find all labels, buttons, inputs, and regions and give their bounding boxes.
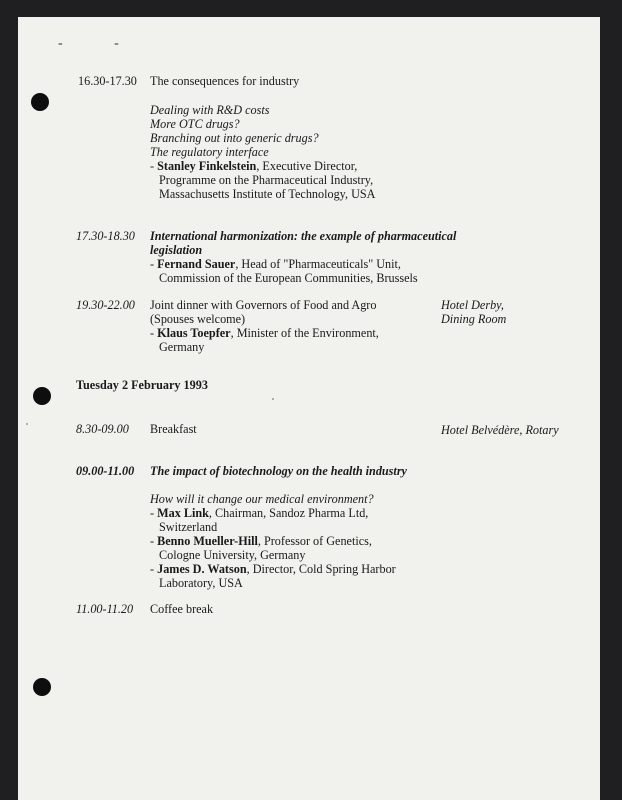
document-page xyxy=(18,17,600,800)
biotech-speaker-1 xyxy=(150,506,368,520)
coffee-title: Coffee break xyxy=(150,602,214,616)
speaker-name: Benno Mueller-Hill xyxy=(157,534,258,548)
session-3-venue-line2: Dining Room xyxy=(441,312,507,326)
speaker-dash: - xyxy=(150,326,155,340)
speaker-dash: - xyxy=(150,562,155,576)
breakfast-time: 8.30-09.00 xyxy=(76,422,129,436)
session-3-speaker xyxy=(150,326,379,340)
speck xyxy=(26,423,28,425)
session-1-title: The consequences for industry xyxy=(150,74,300,88)
speaker-dash: - xyxy=(150,534,155,548)
speaker-dash: - xyxy=(150,159,155,173)
speaker-dash: - xyxy=(150,257,155,271)
biotech-time: 09.00-11.00 xyxy=(76,464,135,478)
punch-hole-bottom xyxy=(33,678,51,696)
session-2-speaker xyxy=(150,257,401,271)
speaker-role: , Professor of Genetics, xyxy=(257,534,372,548)
speck xyxy=(272,398,274,400)
session-1-topic: The regulatory interface xyxy=(150,145,269,159)
speaker-name: Stanley Finkelstein xyxy=(157,159,257,173)
coffee-time: 11.00-11.20 xyxy=(76,602,134,616)
session-2-title-line2: legislation xyxy=(150,243,203,257)
session-2-speaker-line2: Commission of the European Communities, Brussels xyxy=(159,271,418,285)
breakfast-venue: Hotel Belvédère, Rotary xyxy=(441,423,559,437)
speaker-role: , Director, Cold Spring Harbor xyxy=(246,562,396,576)
session-2-time: 17.30-18.30 xyxy=(76,229,135,243)
speaker-role: , Head of "Pharmaceuticals" Unit, xyxy=(235,257,401,271)
breakfast-title: Breakfast xyxy=(150,422,197,436)
speaker-role: , Executive Director, xyxy=(256,159,358,173)
session-1-speaker xyxy=(150,159,357,173)
session-3-venue-line1: Hotel Derby, xyxy=(441,298,504,312)
session-2-title-line1: International harmonization: the example of pharmaceutical xyxy=(150,229,457,243)
punch-hole-top xyxy=(31,93,49,111)
day-heading: Tuesday 2 February 1993 xyxy=(76,378,208,392)
session-1-topic: Branching out into generic drugs? xyxy=(150,131,319,145)
biotech-speaker-2 xyxy=(150,534,372,548)
header-marks: - - xyxy=(58,36,143,51)
session-1-topic: More OTC drugs? xyxy=(150,117,240,131)
session-3-speaker-line2: Germany xyxy=(159,340,205,354)
speaker-name: James D. Watson xyxy=(157,562,247,576)
session-1-speaker-line2: Programme on the Pharmaceutical Industry, xyxy=(159,173,374,187)
session-3-title-line1: Joint dinner with Governors of Food and Agro xyxy=(150,298,377,312)
speaker-role: , Chairman, Sandoz Pharma Ltd, xyxy=(208,506,369,520)
speaker-name: Max Link xyxy=(157,506,209,520)
speaker-name: Fernand Sauer xyxy=(157,257,236,271)
speaker-dash: - xyxy=(150,506,155,520)
session-1-speaker-line3: Massachusetts Institute of Technology, USA xyxy=(159,187,376,201)
biotech-speaker-1-line2: Switzerland xyxy=(159,520,218,534)
punch-hole-middle xyxy=(33,387,51,405)
session-1-topic: Dealing with R&D costs xyxy=(150,103,270,117)
session-3-time: 19.30-22.00 xyxy=(76,298,135,312)
speaker-name: Klaus Toepfer xyxy=(157,326,231,340)
biotech-speaker-3 xyxy=(150,562,396,576)
biotech-question: How will it change our medical environment? xyxy=(150,492,374,506)
biotech-title: The impact of biotechnology on the health industry xyxy=(150,464,407,478)
session-3-title-line2: (Spouses welcome) xyxy=(150,312,246,326)
biotech-speaker-2-line2: Cologne University, Germany xyxy=(159,548,306,562)
biotech-speaker-3-line2: Laboratory, USA xyxy=(159,576,243,590)
speaker-role: , Minister of the Environment, xyxy=(230,326,379,340)
session-1-time: 16.30-17.30 xyxy=(78,74,137,88)
